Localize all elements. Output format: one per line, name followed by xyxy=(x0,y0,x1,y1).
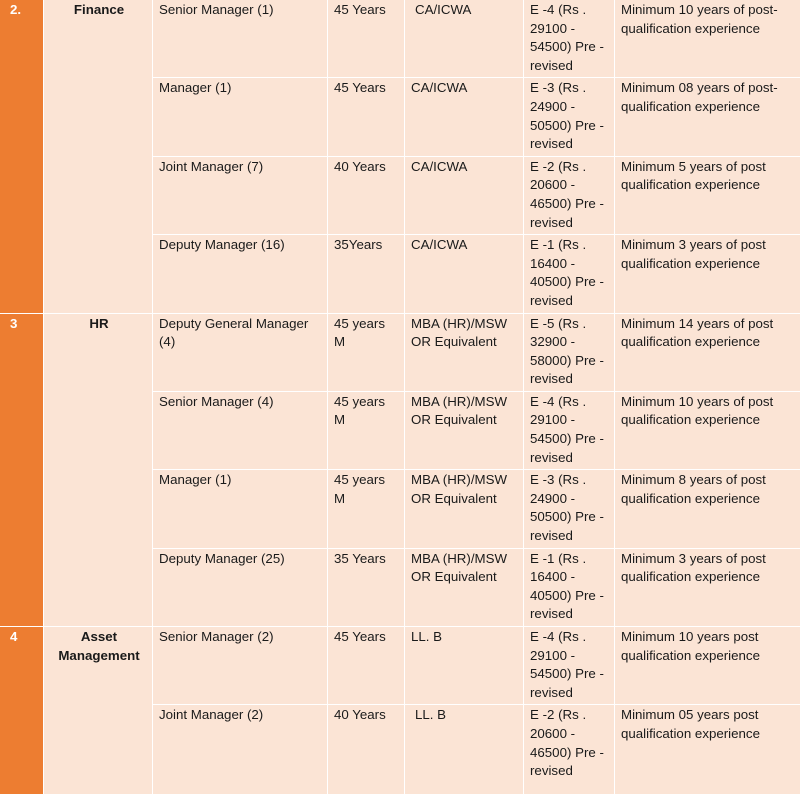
serial-number: 3 xyxy=(0,313,44,627)
age-limit: 40 Years xyxy=(328,705,405,795)
experience: Minimum 3 years of post qualification experience xyxy=(615,235,800,313)
post-name: Deputy Manager (25) xyxy=(153,548,328,626)
qualification: MBA (HR)/MSW OR Equivalent xyxy=(405,391,524,469)
post-name: Deputy Manager (16) xyxy=(153,235,328,313)
age-limit: 45 Years xyxy=(328,78,405,156)
qualification: LL. B xyxy=(405,705,524,795)
experience: Minimum 08 years of post-qualification experience xyxy=(615,78,800,156)
pay-scale: E -1 (Rs . 16400 - 40500) Pre - revised xyxy=(524,235,615,313)
qualification: LL. B xyxy=(405,627,524,705)
qualification: CA/ICWA xyxy=(405,78,524,156)
pay-scale: E -4 (Rs . 29100 - 54500) Pre - revised xyxy=(524,391,615,469)
experience: Minimum 10 years of post qualification experience xyxy=(615,391,800,469)
department-name: HR xyxy=(44,313,153,627)
serial-number: 4 xyxy=(0,627,44,795)
post-name: Senior Manager (2) xyxy=(153,627,328,705)
post-name: Manager (1) xyxy=(153,78,328,156)
experience: Minimum 8 years of post qualification experience xyxy=(615,470,800,548)
post-name: Senior Manager (4) xyxy=(153,391,328,469)
pay-scale: E -5 (Rs . 32900 - 58000) Pre - revised xyxy=(524,313,615,391)
age-limit: 45 years M xyxy=(328,313,405,391)
pay-scale: E -1 (Rs . 16400 - 40500) Pre - revised xyxy=(524,548,615,626)
qualification: CA/ICWA xyxy=(405,235,524,313)
qualification: CA/ICWA xyxy=(405,156,524,234)
serial-number: 2. xyxy=(0,0,44,313)
age-limit: 45 Years xyxy=(328,0,405,78)
post-name: Deputy General Manager (4) xyxy=(153,313,328,391)
post-name: Manager (1) xyxy=(153,470,328,548)
pay-scale: E -4 (Rs . 29100 - 54500) Pre - revised xyxy=(524,0,615,78)
department-name: Asset Management xyxy=(44,627,153,795)
department-name: Finance xyxy=(44,0,153,313)
experience: Minimum 10 years of post-qualification experience xyxy=(615,0,800,78)
experience: Minimum 05 years post qualification experience xyxy=(615,705,800,795)
post-name: Joint Manager (2) xyxy=(153,705,328,795)
age-limit: 35 Years xyxy=(328,548,405,626)
qualification: MBA (HR)/MSW OR Equivalent xyxy=(405,470,524,548)
post-name: Senior Manager (1) xyxy=(153,0,328,78)
age-limit: 45 years M xyxy=(328,391,405,469)
post-name: Joint Manager (7) xyxy=(153,156,328,234)
pay-scale: E -2 (Rs . 20600 - 46500) Pre -revised xyxy=(524,705,615,795)
qualification: MBA (HR)/MSW OR Equivalent xyxy=(405,548,524,626)
table-row xyxy=(0,313,800,391)
table-row xyxy=(0,0,800,78)
experience: Minimum 5 years of post qualification experience xyxy=(615,156,800,234)
pay-scale: E -3 (Rs . 24900 - 50500) Pre - revised xyxy=(524,78,615,156)
qualification: MBA (HR)/MSW OR Equivalent xyxy=(405,313,524,391)
age-limit: 45 Years xyxy=(328,627,405,705)
qualification: CA/ICWA xyxy=(405,0,524,78)
experience: Minimum 14 years of post qualification experience xyxy=(615,313,800,391)
age-limit: 40 Years xyxy=(328,156,405,234)
pay-scale: E -4 (Rs . 29100 - 54500) Pre - revised xyxy=(524,627,615,705)
age-limit: 45 years M xyxy=(328,470,405,548)
experience: Minimum 10 years post qualification experience xyxy=(615,627,800,705)
pay-scale: E -2 (Rs . 20600 - 46500) Pre - revised xyxy=(524,156,615,234)
age-limit: 35Years xyxy=(328,235,405,313)
table-row xyxy=(0,627,800,705)
pay-scale: E -3 (Rs . 24900 - 50500) Pre - revised xyxy=(524,470,615,548)
experience: Minimum 3 years of post qualification experience xyxy=(615,548,800,626)
